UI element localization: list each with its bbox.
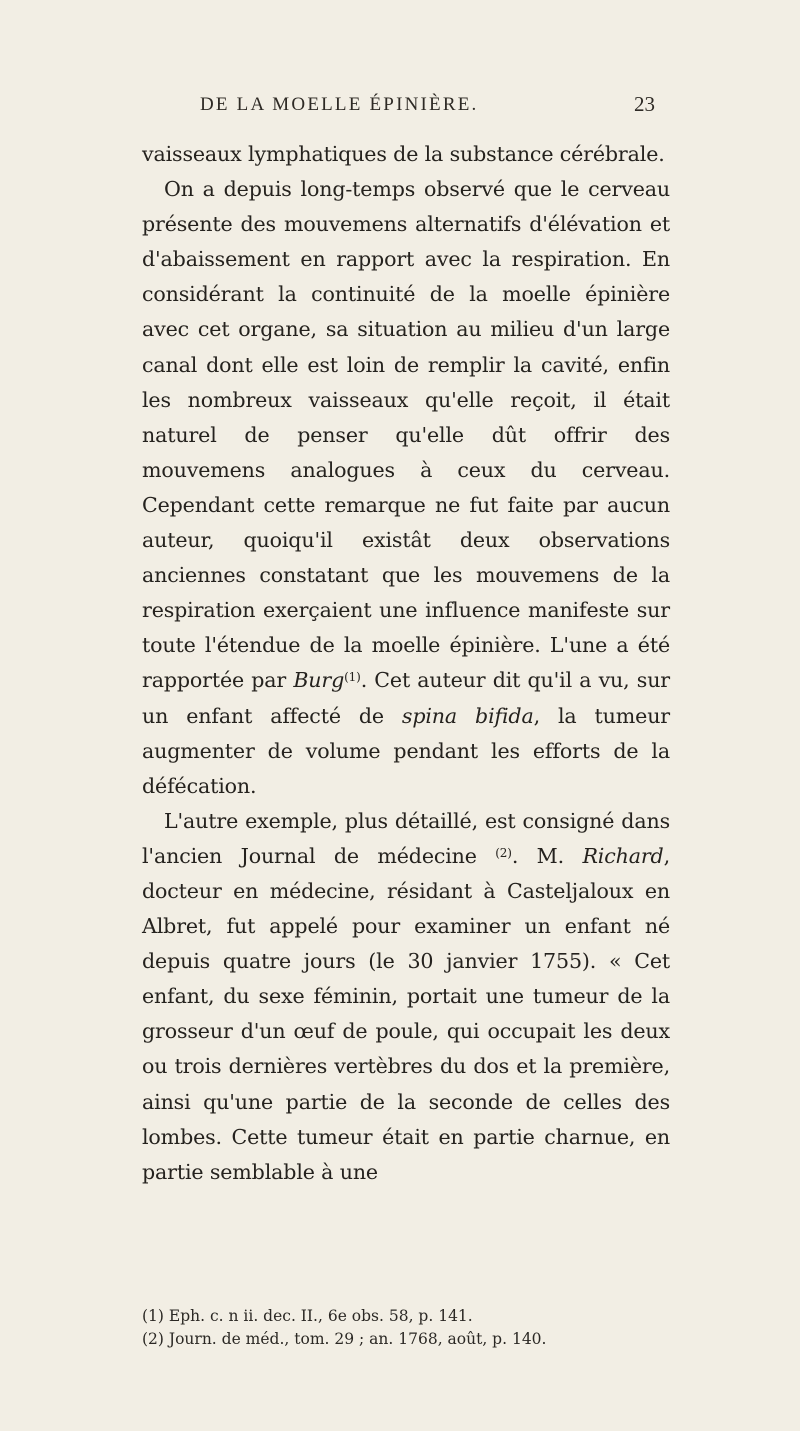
paragraph — [142, 172, 670, 804]
body-text — [142, 137, 670, 1190]
footnote-1: (1) Eph. c. n ii. dec. II., 6e obs. 58, p. 141. — [142, 1307, 473, 1325]
paragraph-1-text: vaisseaux lymphatiques de la substance cérébrale. — [142, 142, 665, 166]
author-name-burg: Burg — [293, 668, 345, 693]
page-number: 23 — [634, 92, 655, 116]
paragraph-3-part-3: , docteur en médecine, résidant à Casteljaloux en Albret, fut appelé pour examiner un enfant né depuis quatre jours (le 30 janvier 1755). « Cet enfant, du sexe féminin, portait une tumeur de la grosseur d'un œuf de poule, qui occupait les deux ou trois dernières vertèbres du dos et la première, ainsi qu'une partie de la seconde de celles des lombes. Cette tumeur était en partie charnue, en partie semblable à une — [142, 843, 670, 1184]
paragraph-3-part-2: . M. — [511, 843, 583, 868]
author-name-richard: Richard — [582, 843, 664, 868]
term-spina-bifida: spina bifida — [401, 703, 534, 728]
page-header — [200, 94, 655, 124]
paragraph — [142, 804, 670, 1190]
footnote-ref-1: (1) — [344, 670, 361, 685]
paragraph-3-part-1: L'autre exemple, plus détaillé, est consigné dans l'ancien Journal de médecine — [142, 808, 670, 868]
footnote-2: (2) Journ. de méd., tom. 29 ; an. 1768, août, p. 140. — [142, 1330, 547, 1348]
footnote-ref-2: (2) — [495, 845, 512, 860]
paragraph-continuation — [142, 137, 670, 172]
footnotes — [142, 1305, 672, 1351]
paragraph-2-part-1: On a depuis long-temps observé que le cerveau présente des mouvemens alternatifs d'élévation et d'abaissement en rapport avec la respiration. En considérant la continuité de la moelle épinière avec cet organe, sa situation au milieu d'un large canal dont elle est loin de remplir la cavité, enfin les nombreux vaisseaux qu'elle reçoit, il était naturel de penser qu'elle dût offrir des mouvemens analogues à ceux du cerveau. Cependant cette remarque ne fut faite par aucun auteur, quoiqu'il existât deux observations anciennes constatant que les mouvemens de la respiration exerçaient une influence manifeste sur toute l'étendue de la moelle épinière. L'une a été rapportée par — [142, 177, 670, 693]
paragraph-2-part-3: , la tumeur augmenter de volume pendant les efforts de la défécation. — [142, 703, 671, 798]
paragraph-2-part-2: . Cet auteur dit qu'il a vu, sur un enfant affecté de — [142, 668, 671, 728]
running-head: DE LA MOELLE ÉPINIÈRE. — [200, 94, 479, 115]
